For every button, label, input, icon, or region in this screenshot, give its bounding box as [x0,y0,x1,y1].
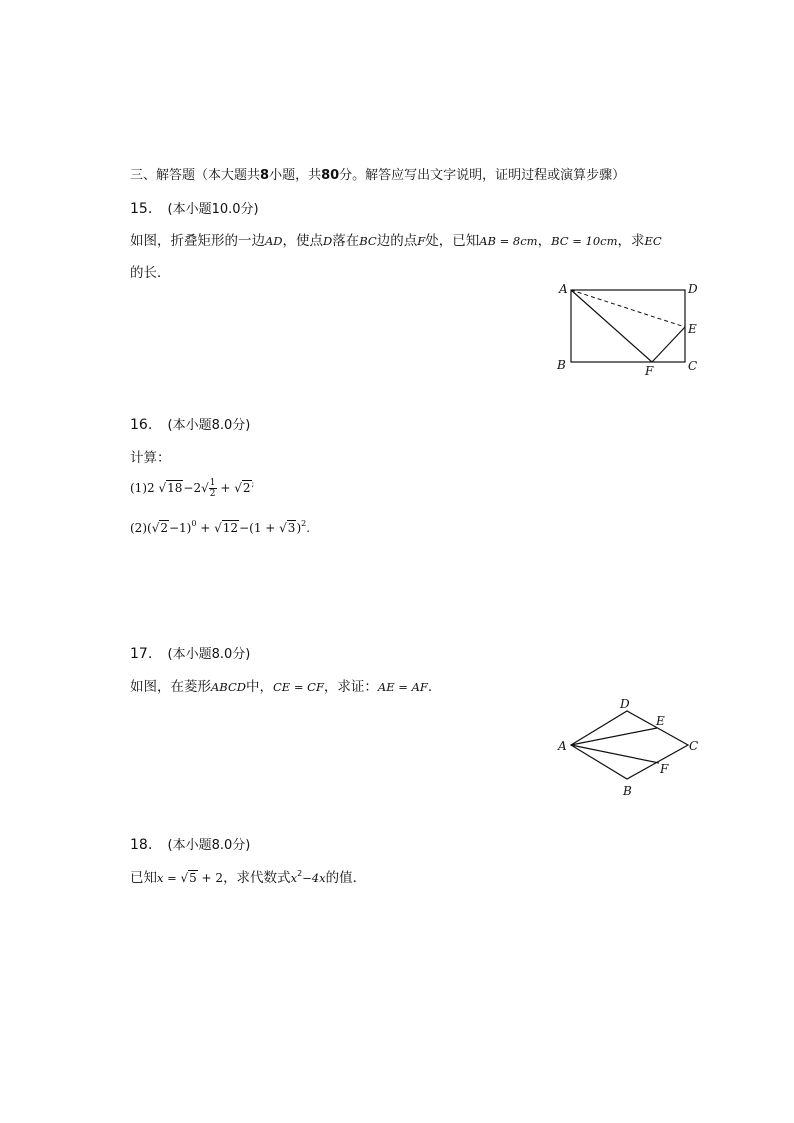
section-header: 三、解答题（本大题共8小题，共80分。解答应写出文字说明，证明过程或演算步骤） [130,168,626,183]
label-D: D [688,282,698,296]
q16-heading: 16. (本小题8.0分) [130,417,251,433]
label-C: C [689,739,699,753]
q17-text: 如图，在菱形ABCD中，CE = CF，求证：AE = AF. [130,679,433,695]
q15-text-line2: 的长． [130,265,171,281]
label-E: E [688,322,697,336]
q16-intro: 计算： [130,450,171,466]
q16-part2: $(2)(√2-1)^0 + √12-(1 + √3)^2$. [130,519,311,535]
label-B: B [557,358,566,372]
q17-heading: 17. (本小题8.0分) [130,646,251,662]
q17-rhombus-figure [552,694,712,802]
label-A: A [558,739,567,753]
label-B: B [623,784,632,798]
label-C: C [688,359,698,373]
label-A: A [559,282,568,296]
q16-part1: (1)2 √18−2√ $\frac{1}{2}$ + √2; [130,478,255,499]
label-E: E [656,714,665,728]
label-F: F [660,762,669,776]
q18-text: 已知x = √5 + 2，求代数式$x^2-4x$的值． [130,869,367,886]
q15-rectangle-figure [550,278,710,378]
label-F: F [645,364,654,378]
label-D: D [620,697,630,711]
q15-heading: 15. (本小题10.0分) [130,201,259,217]
q15-text-line1: 如图，折叠矩形的一边AD，使点D落在BC边的点F处，已知AB = 8cm，BC = 10cm，求EC [130,233,662,249]
q18-heading: 18. (本小题8.0分) [130,837,251,853]
